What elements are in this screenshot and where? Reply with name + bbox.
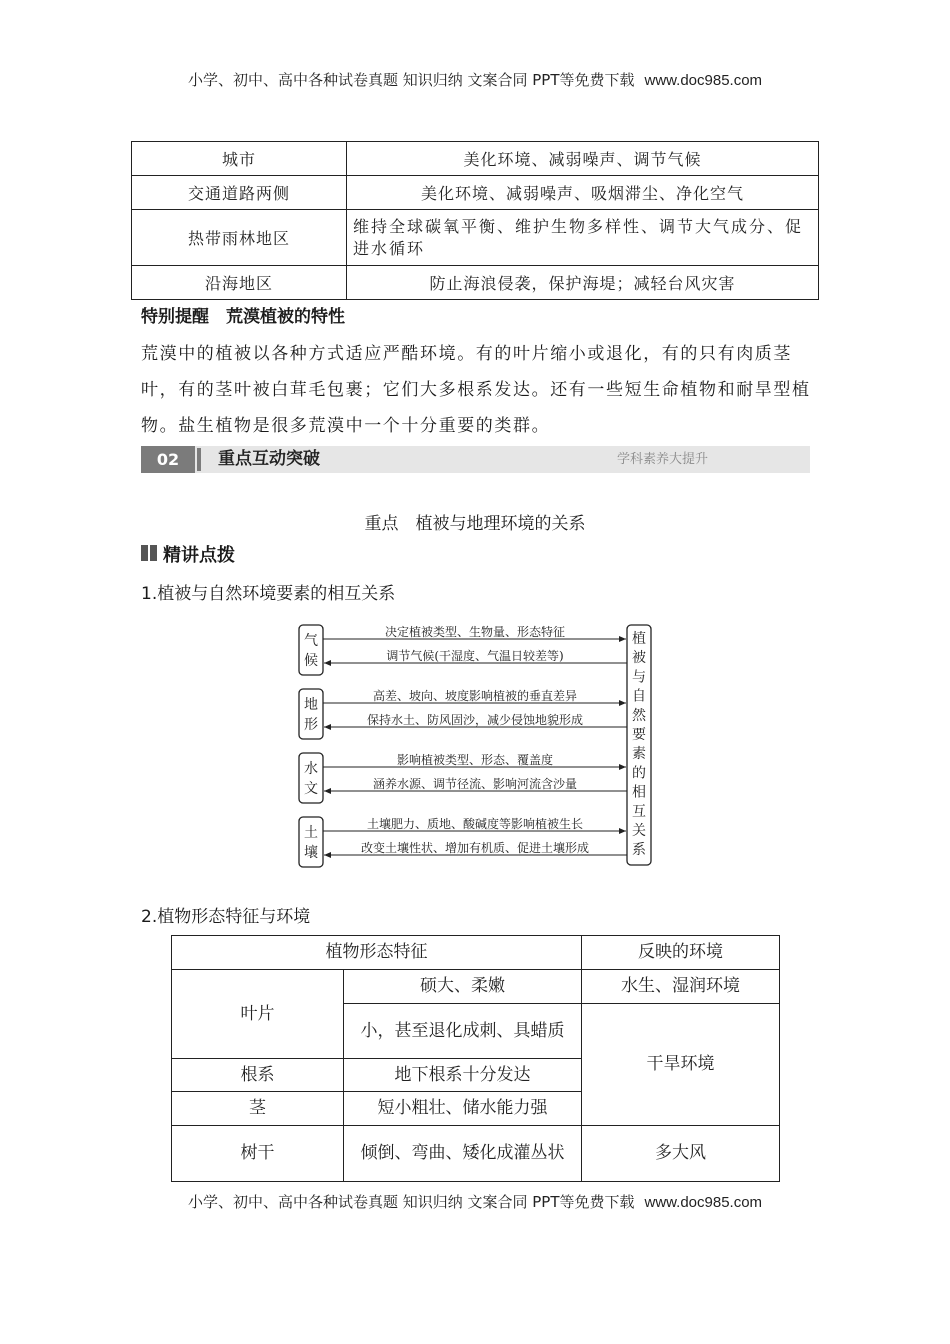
- effect-label-from-plant: 涵养水源、调节径流、影响河流含沙量: [372, 777, 578, 791]
- book-icon: [141, 545, 157, 561]
- effect-label-to-plant: 决定植被类型、生物量、形态特征: [384, 625, 566, 639]
- section-subtitle: 学科素养大提升: [617, 452, 709, 467]
- cell-root-desc: 地下根系十分发达: [344, 1059, 582, 1092]
- cell-leaf: 叶片: [172, 970, 344, 1059]
- effect-label-from-plant: 保持水土、防风固沙，减少侵蚀地貌形成: [366, 713, 584, 727]
- relation-box-char: 自: [632, 688, 646, 705]
- effect-label-to-plant: 土壤肥力、质地、酸碱度等影响植被生长: [366, 817, 584, 831]
- subtitle-morphology: 2.植物形态特征与环境: [141, 907, 311, 927]
- cell-trunk-desc: 倾倒、弯曲、矮化成灌丛状: [344, 1126, 582, 1182]
- relation-box-char: 素: [632, 746, 646, 763]
- table-cell-role: 美化环境、减弱噪声、吸烟滞尘、净化空气: [347, 176, 819, 210]
- effect-label-to-plant: 影响植被类型、形态、覆盖度: [396, 753, 554, 767]
- cell-root: 根系: [172, 1059, 344, 1092]
- table-cell-area: 交通道路两侧: [132, 176, 347, 210]
- cell-leaf-small: 小，甚至退化成刺、具蜡质: [344, 1004, 582, 1059]
- relation-box-char: 然: [632, 707, 646, 724]
- table-row: [172, 970, 780, 1004]
- table-cell-area: 热带雨林地区: [132, 210, 347, 266]
- subtitle-relationship: 1.植被与自然环境要素的相互关系: [141, 584, 396, 604]
- relation-box-char: 系: [632, 842, 646, 859]
- table-cell-role: 美化环境、减弱噪声、调节气候: [347, 142, 819, 176]
- footer-banner-url[interactable]: www.doc985.com: [644, 1194, 763, 1211]
- table-row: [132, 210, 819, 266]
- reminder-title: 特别提醒 荒漠植被的特性: [141, 307, 345, 327]
- cell-leaf-big: 硕大、柔嫩: [344, 970, 582, 1004]
- jingjiang-title: 精讲点拨: [163, 545, 235, 566]
- relation-box-char: 的: [632, 765, 646, 782]
- factor-char: 水: [304, 761, 318, 777]
- section-separator: [197, 448, 201, 471]
- relation-box-char: 相: [632, 784, 646, 801]
- table-row: [132, 142, 819, 176]
- plant-morphology-table: [171, 935, 780, 1182]
- header-banner: [0, 69, 950, 90]
- table-cell-role: 维持全球碳氧平衡、维护生物多样性、调节大气成分、促进水循环: [347, 210, 819, 266]
- relationship-diagram: [296, 619, 656, 869]
- relation-box-char: 要: [632, 727, 646, 743]
- relation-box-char: 植: [632, 631, 646, 647]
- footer-banner: [0, 1191, 950, 1212]
- factor-char: 形: [304, 717, 318, 733]
- effect-label-from-plant: 改变土壤性状、增加有机质、促进土壤形成: [360, 841, 590, 855]
- cell-env-wind: 多大风: [582, 1126, 780, 1182]
- table-row: [132, 176, 819, 210]
- relation-box-char: 与: [632, 669, 646, 686]
- footer-banner-text: 小学、初中、高中各种试卷真题 知识归纳 文案合同 PPT等免费下载: [187, 1193, 635, 1211]
- factor-char: 土: [304, 825, 318, 841]
- cell-stem: 茎: [172, 1092, 344, 1126]
- header-banner-url[interactable]: www.doc985.com: [644, 72, 763, 89]
- section-title: 重点互动突破: [218, 449, 320, 469]
- table-cell-role: 防止海浪侵袭，保护海堤；减轻台风灾害: [347, 266, 819, 300]
- table-cell-area: 城市: [132, 142, 347, 176]
- relation-box-char: 被: [632, 650, 646, 667]
- factor-char: 候: [304, 653, 318, 669]
- cell-trunk: 树干: [172, 1126, 344, 1182]
- table-row: [172, 1126, 780, 1182]
- cell-env-water: 水生、湿润环境: [582, 970, 780, 1004]
- effect-label-from-plant: 调节气候(干湿度、气温日较差等): [386, 649, 564, 663]
- factor-char: 气: [304, 633, 318, 649]
- focus-title: 重点 植被与地理环境的关系: [364, 514, 586, 534]
- factor-char: 壤: [304, 845, 318, 861]
- table-row: [132, 266, 819, 300]
- header-feature: 植物形态特征: [172, 936, 582, 970]
- factor-char: 文: [304, 781, 318, 797]
- vegetation-function-table: [131, 141, 819, 300]
- header-banner-text: 小学、初中、高中各种试卷真题 知识归纳 文案合同 PPT等免费下载: [187, 71, 635, 89]
- cell-stem-desc: 短小粗壮、储水能力强: [344, 1092, 582, 1126]
- relation-box-char: 关: [632, 823, 646, 839]
- factor-char: 地: [304, 697, 318, 713]
- cell-env-dry: 干旱环境: [582, 1004, 780, 1126]
- table-row: [172, 936, 780, 970]
- section-number: 02: [141, 446, 195, 473]
- relation-box-char: 互: [632, 803, 646, 820]
- table-cell-area: 沿海地区: [132, 266, 347, 300]
- header-environment: 反映的环境: [582, 936, 780, 970]
- effect-label-to-plant: 高差、坡向、坡度影响植被的垂直差异: [372, 689, 578, 703]
- reminder-text: 荒漠中的植被以各种方式适应严酷环境。有的叶片缩小或退化，有的只有肉质茎叶，有的茎叶被白茸毛包裹；它们大多根系发达。还有一些短生命植物和耐旱型植物。盐生植物是很多荒漠中一个十分重要的类群。: [141, 344, 811, 436]
